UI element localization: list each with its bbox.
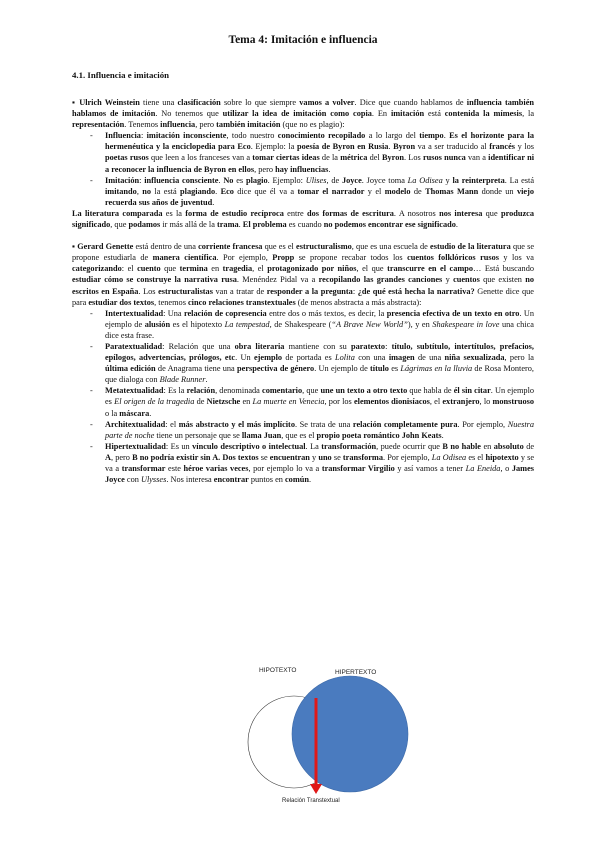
- page-title: Tema 4: Imitación e influencia: [228, 34, 378, 46]
- relacion-transtextual-label: Relación Transtextual: [282, 798, 340, 804]
- list-item: - Imitación: influencia consciente. No es plagio. Ejemplo: Ulises, de Joyce. Joyce toma La Odisea y la reinterpreta. La está imitando, no la está plagiando. Eco dice que él va a tomar el narrador y el modelo de Thomas Mann donde un viejo recuerda sus años de juventud.: [105, 175, 534, 208]
- list-item: - Architextualidad: el más abstracto y el más implícito. Se trata de una relación completamente pura. Por ejemplo, Nuestra parte de noche tiene un personaje que se llama Juan, que es el propio poeta romántico John Keats.: [105, 419, 534, 441]
- transtextual-arrow-head: [310, 784, 322, 794]
- hipertexto-label: HIPERTEXTO: [335, 669, 377, 676]
- hipertexto-circle: [292, 676, 408, 792]
- list-item: - Paratextualidad: Relación que una obra literaria mantiene con su paratexto: título, subtítulo, intertítulos, prefacios, epílogos, advertencias, prólogos, etc. Un ejemplo de portada es Lolita con una imagen de una niña sexualizada, pero la última edición de Anagrama tiene una perspectiva de género. Un ejemplo de título es Lágrimas en la lluvia de Rosa Montero, que dialoga con Blade Runner.: [105, 341, 534, 385]
- comparative-literature-paragraph: La literatura comparada es la forma de estudio recíproca entre dos formas de escritura. A nosotros nos interesa que produzca significado, que podamos ir más allá de la trama. El problema es cuando no podemos encontrar ese significado.: [72, 208, 534, 230]
- list-item: - Hipertextualidad: Es un vínculo descriptivo o intelectual. La transformación, puede ocurrir que B no hable en absoluto de A, pero B no podría existir sin A. Dos textos se encuentran y uno se transforma. Por ejemplo, La Odisea es el hipotexto y se va a transformar este héroe varias veces, por ejemplo lo va a transformar Virgilio y así vamos a tener La Eneida, o James Joyce con Ulysses. Nos interesa encontrar puntos en común.: [105, 441, 534, 485]
- hipotexto-label: HIPOTEXTO: [259, 667, 297, 674]
- genette-paragraph: ▪ Gerard Genette está dentro de una corriente francesa que es el estructuralismo, que es una escuela de estudio de la literatura que se propone estudiarla de manera científica. Por ejemplo, Propp se propone recabar todos los cuentos folklóricos rusos y los va categorizando: el cuento que termina en tragedia, el protagonizado por niños, el que transcurre en el campo… Está buscando estudiar cómo se construye la narrativa rusa. Menéndez Pidal va a recopilando las grandes canciones y cuentos que existen no escritos en España. Los estructuralistas van a tratar de responder a la pregunta: ¿de qué está hecha la narrativa? Genette dice que para estudiar dos textos, tenemos cinco relaciones transtextuales (de menos abstracta a más abstracta):: [72, 242, 535, 307]
- genette-list: [72, 308, 534, 486]
- venn-diagram: [222, 662, 422, 812]
- list-item: - Metatextualidad: Es la relación, denominada comentario, que une un texto a otro texto que habla de él sin citar. Un ejemplo es El origen de la tragedia de Nietzsche en La muerte en Venecia, por los elementos dionisíacos, el extranjero, lo monstruoso o la máscara.: [105, 385, 534, 418]
- weinstein-paragraph: ▪ Ulrich Weinstein tiene una clasificación sobre lo que siempre vamos a volver. Dice que cuando hablamos de influencia también hablamos de imitación. No tenemos que utilizar la idea de imitación como copia. En imitación está contenida la mímesis, la representación. Tenemos influencia, pero también imitación (que no es plagio):: [72, 98, 535, 130]
- document-page: [72, 34, 534, 485]
- list-item: - Influencia: imitación inconsciente, todo nuestro conocimiento recopilado a lo largo del tiempo. Es el horizonte para la hermenéutica y la enciclopedia para Eco. Ejemplo: la poesía de Byron en Rusia. Byron va a ser traducido al francés y los poetas rusos que leen a los franceses van a tomar ciertas ideas de la métrica del Byron. Los rusos nunca van a identificar ni a reconocer la influencia de Byron en ellos, pero hay influencias.: [105, 130, 534, 174]
- weinstein-list: [72, 130, 534, 208]
- list-item: - Intertextualidad: Una relación de copresencia entre dos o más textos, es decir, la presencia efectiva de un texto en otro. Un ejemplo de alusión es el hipotexto La tempestad, de Shakespeare (“A Brave New World”), y en Shakespeare in love una chica dice esta frase.: [105, 308, 534, 341]
- section-heading: 4.1. Influencia e imitación: [72, 70, 170, 80]
